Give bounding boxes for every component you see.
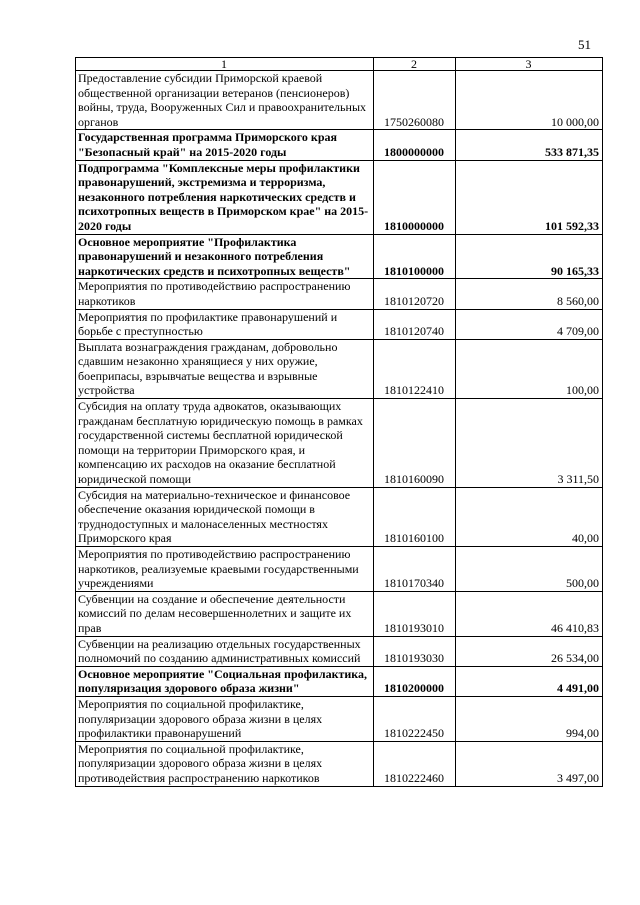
row-amount: 994,00 <box>456 696 603 741</box>
row-amount: 3 497,00 <box>456 741 603 786</box>
header-cell-1: 1 <box>76 58 374 71</box>
row-name: Мероприятия по противодействию распространению наркотиков <box>76 279 374 309</box>
row-code: 1810120720 <box>374 279 456 309</box>
table-row <box>76 130 603 160</box>
table-row <box>76 71 603 130</box>
row-code: 1810222450 <box>374 696 456 741</box>
row-amount: 100,00 <box>456 339 603 398</box>
row-name: Государственная программа Приморского края "Безопасный край" на 2015-2020 годы <box>76 130 374 160</box>
header-cell-2: 2 <box>374 58 456 71</box>
table-row <box>76 741 603 786</box>
row-amount: 10 000,00 <box>456 71 603 130</box>
table-row <box>76 547 603 592</box>
row-code: 1810222460 <box>374 741 456 786</box>
table-header-row <box>76 58 603 71</box>
table-row <box>76 487 603 546</box>
row-name: Основное мероприятие "Профилактика правонарушений и незаконного потребления наркотических средств и психотропных веществ" <box>76 234 374 279</box>
row-name: Выплата вознаграждения гражданам, добровольно сдавшим незаконно хранящиеся у них оружие, боеприпасы, взрывчатые вещества и взрывные устройства <box>76 339 374 398</box>
row-code: 1810100000 <box>374 234 456 279</box>
row-amount: 101 592,33 <box>456 160 603 234</box>
row-code: 1810160100 <box>374 487 456 546</box>
row-code: 1810193010 <box>374 591 456 636</box>
row-code: 1800000000 <box>374 130 456 160</box>
table-row <box>76 309 603 339</box>
table-row <box>76 399 603 488</box>
table-row <box>76 636 603 666</box>
row-name: Субсидия на материально-техническое и финансовое обеспечение оказания юридической помощи в труднодоступных и малонаселенных местностях Приморского края <box>76 487 374 546</box>
row-code: 1810193030 <box>374 636 456 666</box>
table-row <box>76 696 603 741</box>
page-number: 51 <box>578 37 591 52</box>
row-code: 1810170340 <box>374 547 456 592</box>
row-amount: 500,00 <box>456 547 603 592</box>
table-row <box>76 160 603 234</box>
row-name: Мероприятия по противодействию распространению наркотиков, реализуемые краевыми государственными учреждениями <box>76 547 374 592</box>
row-code: 1810160090 <box>374 399 456 488</box>
row-name: Мероприятия по социальной профилактике, популяризации здорового образа жизни в целях противодействия распространению наркотиков <box>76 741 374 786</box>
row-amount: 3 311,50 <box>456 399 603 488</box>
row-name: Подпрограмма "Комплексные меры профилактики правонарушений, экстремизма и терроризма, незаконного потребления наркотических средств и психотропных веществ в Приморском крае" на 2015-2020 годы <box>76 160 374 234</box>
row-amount: 40,00 <box>456 487 603 546</box>
table-row <box>76 591 603 636</box>
row-amount: 533 871,35 <box>456 130 603 160</box>
table-row <box>76 279 603 309</box>
row-name: Предоставление субсидии Приморской краевой общественной организации ветеранов (пенсионеров) войны, труда, Вооруженных Сил и правоохранительных органов <box>76 71 374 130</box>
row-amount: 4 709,00 <box>456 309 603 339</box>
row-amount: 26 534,00 <box>456 636 603 666</box>
row-code: 1810120740 <box>374 309 456 339</box>
row-name: Субвенции на создание и обеспечение деятельности комиссий по делам несовершеннолетних и защите их прав <box>76 591 374 636</box>
row-amount: 90 165,33 <box>456 234 603 279</box>
row-amount: 8 560,00 <box>456 279 603 309</box>
row-code: 1810122410 <box>374 339 456 398</box>
row-code: 1810000000 <box>374 160 456 234</box>
row-amount: 4 491,00 <box>456 666 603 696</box>
budget-table <box>75 57 603 787</box>
row-name: Субвенции на реализацию отдельных государственных полномочий по созданию административных комиссий <box>76 636 374 666</box>
row-name: Мероприятия по профилактике правонарушений и борьбе с преступностью <box>76 309 374 339</box>
row-code: 1750260080 <box>374 71 456 130</box>
row-name: Субсидия на оплату труда адвокатов, оказывающих гражданам бесплатную юридическую помощь в рамках государственной системы бесплатной юридической помощи на территории Приморского края, и компенсацию их расходов на оказание бесплатной юридической помощи <box>76 399 374 488</box>
table-row <box>76 339 603 398</box>
row-amount: 46 410,83 <box>456 591 603 636</box>
header-cell-3: 3 <box>456 58 603 71</box>
table-row <box>76 234 603 279</box>
row-name: Основное мероприятие "Социальная профилактика, популяризация здорового образа жизни" <box>76 666 374 696</box>
row-name: Мероприятия по социальной профилактике, популяризации здорового образа жизни в целях профилактики правонарушений <box>76 696 374 741</box>
row-code: 1810200000 <box>374 666 456 696</box>
table-row <box>76 666 603 696</box>
